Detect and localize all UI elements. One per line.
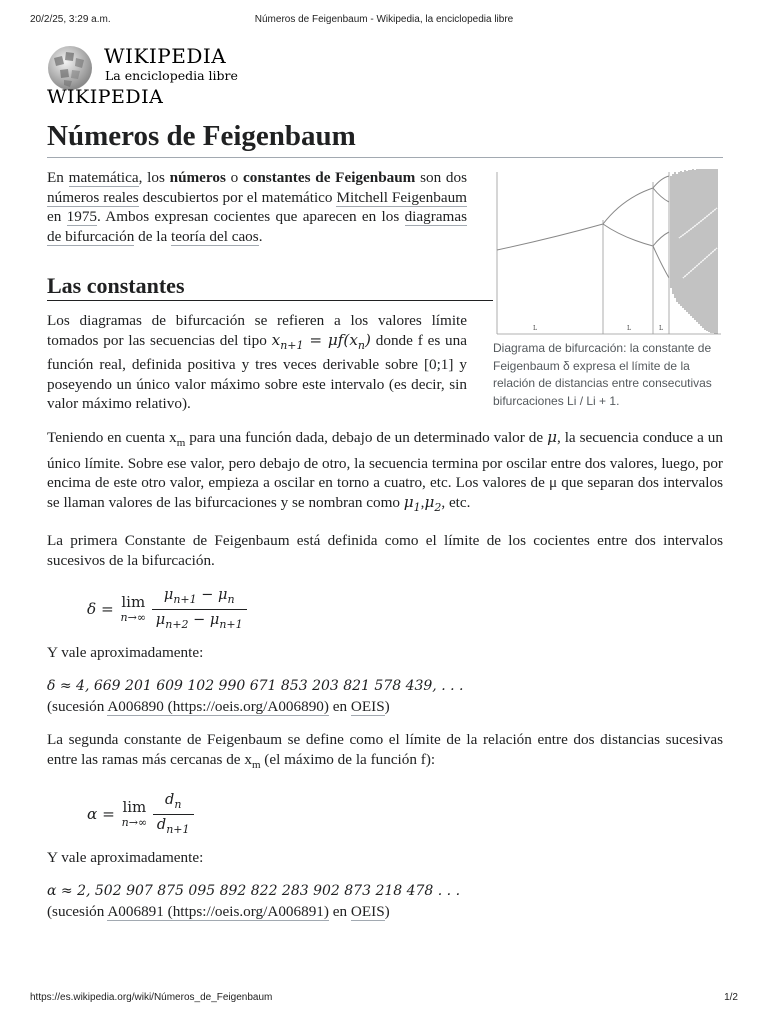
page-title: Números de Feigenbaum: [47, 120, 723, 158]
text: (sucesión: [47, 902, 108, 920]
print-footer: [30, 992, 738, 1006]
alpha-value: α ≈ 2, 502 907 875 095 892 822 283 902 873 218 478 . . .: [47, 883, 461, 900]
link-a006891-url: (https://oeis.org/A006891): [163, 902, 329, 920]
wikipedia-wordmark-alt: WIKIPEDIA: [47, 86, 164, 108]
eq-numerator: [152, 585, 247, 611]
delta-value: δ ≈ 4, 669 201 609 102 990 671 853 203 821 578 439, . . .: [47, 678, 464, 695]
link-oeis-1[interactable]: OEIS: [350, 697, 385, 715]
wikipedia-wordmark[interactable]: WIKIPEDIA: [104, 44, 227, 68]
math-x: x: [271, 330, 281, 349]
eq-fraction: [153, 790, 194, 841]
section-heading-constantes: Las constantes: [47, 276, 723, 301]
paragraph-3: La primera Constante de Feigenbaum está definida como el límite de los cocientes entre dos intervalos sucesivos de la bifurcación.: [47, 532, 723, 569]
print-url: https://es.wikipedia.org/wiki/Números_de_Feigenbaum: [30, 992, 273, 1003]
link-mitchell-feigenbaum[interactable]: Mitchell Feigenbaum: [336, 188, 467, 206]
equation-alpha: [87, 790, 723, 837]
text: ,: [420, 493, 425, 511]
text: en: [328, 697, 351, 715]
text: .: [258, 227, 263, 245]
num-sub1: n+1: [173, 592, 197, 606]
link-numeros-reales[interactable]: números reales: [47, 188, 139, 206]
figure-caption: Diagrama de bifurcación: la constante de Feigenbaum δ expresa el límite de la relación de distancias entre consecutivas bifurcaciones Li / Li + 1.: [493, 341, 712, 408]
math-mu: μ: [547, 427, 557, 446]
text: Los diagramas de bifurcación se refieren a los valores límite tomados por las secuencias del tipo: [47, 311, 467, 349]
link-a006890-label: A006890: [107, 697, 164, 715]
wikipedia-tagline: La enciclopedia libre: [105, 68, 238, 83]
article-content: [47, 168, 723, 935]
text: para una función dada, debajo de un determinado valor de: [185, 428, 548, 446]
den-a: μ: [155, 612, 166, 629]
text: , la secuencia conduce a un único límite. Sobre ese valor, pero debajo de otro, la secuencia termina por oscilar entre dos valores, luego, por encima de este otro valor, empieza a oscilar en torno a cuatro, etc. Los valores de μ que separan dos intervalos se llaman valores de las bifurcaciones y se nombran como: [47, 428, 723, 511]
den-sub1: n+2: [165, 618, 189, 632]
text: donde f es una función real, definida positiva y tres veces derivable sobre [0;1] y poseyendo un único valor máximo sobre este intervalo (es decir, sin valor máximo relativo).: [47, 331, 467, 413]
text: son dos: [415, 169, 468, 186]
bifurcation-diagram-image[interactable]: [493, 168, 723, 336]
text: La segunda constante de Feigenbaum se define como el límite de la relación entre dos distancias sucesivas entre las ramas más cercanas de x: [47, 731, 723, 768]
label-l3: L: [659, 325, 663, 332]
link-a006891[interactable]: [107, 903, 329, 921]
text: o: [225, 169, 243, 186]
print-page-number: 1/2: [724, 992, 738, 1003]
math-recurrence: [271, 330, 371, 352]
num-mid: − μ: [196, 586, 228, 603]
lim-text: lim: [122, 797, 147, 816]
alpha-value-block: [47, 881, 723, 921]
num-sub2: n: [227, 592, 235, 606]
link-a006890[interactable]: [107, 698, 329, 716]
text: , los: [138, 169, 170, 186]
text: . Ambos expresan cocientes que aparecen en los: [97, 208, 405, 226]
bold-constantes: constantes de Feigenbaum: [243, 169, 416, 186]
math-rest: = μf(x: [303, 330, 358, 349]
sub-m: m: [251, 759, 261, 771]
eq-lhs: δ =: [87, 599, 119, 618]
print-page-title: Números de Feigenbaum - Wikipedia, la enciclopedia libre: [254, 14, 514, 25]
eq-denominator: [153, 815, 194, 840]
text: descubiertos por el matemático: [138, 188, 337, 206]
approx-label-1: Y vale aproximadamente:: [47, 643, 204, 661]
eq-lim: [122, 799, 147, 831]
delta-value-block: [47, 676, 723, 716]
den-d: d: [156, 817, 167, 834]
bifurcation-figure: [493, 168, 723, 410]
sub-1: 1: [413, 500, 421, 514]
label-l1: L: [533, 325, 537, 332]
text: (sucesión: [47, 697, 108, 715]
paragraph-4: [47, 730, 723, 775]
link-a006891-label: A006891: [107, 902, 164, 920]
equation-delta: [87, 585, 723, 632]
den-sub2: n+1: [219, 618, 243, 632]
link-1975[interactable]: 1975: [66, 208, 97, 226]
text: , etc.: [441, 493, 471, 511]
num-a: μ: [163, 586, 174, 603]
label-l2: L: [627, 325, 631, 332]
math-sub: n+1: [280, 338, 304, 352]
den-sub: n+1: [166, 823, 190, 837]
link-a006890-url: (https://oeis.org/A006890): [163, 697, 329, 715]
print-datetime: 20/2/25, 3:29 a.m.: [30, 14, 111, 25]
num-sub: n: [174, 797, 182, 811]
math-sub: n: [357, 338, 366, 352]
link-matematica[interactable]: matemática: [68, 169, 139, 186]
link-teoria-caos[interactable]: teoría del caos: [170, 227, 259, 245]
eq-fraction: [152, 585, 247, 636]
lim-sub: n→∞: [121, 815, 148, 829]
text: de la: [134, 227, 171, 245]
wikipedia-globe-logo[interactable]: [44, 44, 96, 92]
text: ): [384, 697, 390, 715]
text: en: [328, 902, 351, 920]
text: En: [47, 169, 69, 186]
math-mu1: μ: [403, 492, 414, 511]
lim-text: lim: [121, 592, 146, 611]
lim-sub: n→∞: [120, 610, 146, 624]
eq-numerator: [153, 790, 194, 816]
link-oeis-2[interactable]: OEIS: [350, 902, 385, 920]
math-mu2: μ: [424, 492, 435, 511]
math-end: ): [365, 330, 371, 349]
paragraph-2: [47, 428, 723, 517]
text: en: [47, 208, 67, 226]
link-diagramas-bifurcacion[interactable]: diagramas de bifurcación: [47, 208, 467, 245]
text: (el máximo de la función f):: [260, 750, 436, 768]
eq-lim: [121, 594, 146, 626]
num-d: d: [165, 791, 175, 808]
eq-denominator: [152, 610, 247, 635]
den-mid: − μ: [188, 612, 220, 629]
bold-numeros: números: [169, 169, 226, 186]
sub-2: 2: [434, 500, 442, 514]
eq-lhs: α =: [87, 804, 120, 823]
text: Teniendo en cuenta x: [47, 428, 177, 446]
text: ): [384, 902, 390, 920]
approx-label-2: Y vale aproximadamente:: [47, 848, 204, 866]
sub-m: m: [176, 437, 186, 449]
print-header: [30, 14, 738, 28]
